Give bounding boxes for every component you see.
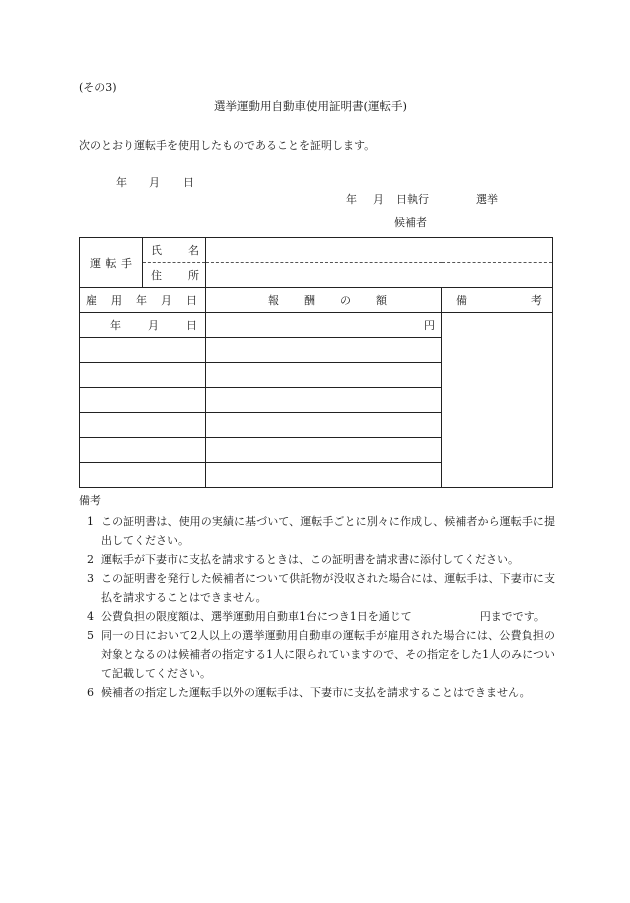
note-text: 同一の日において2人以上の選挙運動用自動車の運転手が雇用された場合には、公費負担の対象となるのは候補者の指定する1人に限られていますので、その指定をした1人のみについて記載してください。 [101, 629, 555, 680]
election-year-label: 年 [346, 193, 357, 206]
notes-heading: 備考 [79, 494, 101, 507]
pay-header-char: 額 [376, 294, 387, 307]
driver-label-char: 運 [90, 256, 101, 270]
pay-amount-cell[interactable] [206, 338, 442, 363]
sheet-number: (その3) [79, 81, 117, 94]
driver-label-cell [80, 238, 143, 288]
pay-amount-cell[interactable] [206, 463, 442, 488]
address-label-char: 住 [151, 269, 162, 282]
hire-date-header-char: 月 [161, 294, 172, 307]
election-executed-label: 日執行 [396, 193, 429, 206]
note-item [79, 683, 559, 702]
row-year-label: 年 [110, 319, 121, 332]
note-text-part: 公費負担の限度額は、選挙運動用自動車1台につき1日を通じて [101, 610, 412, 623]
yen-unit-label: 円 [424, 319, 435, 332]
pay-header-char: 酬 [304, 294, 315, 307]
issue-year-label: 年 [116, 176, 127, 189]
pay-amount-cell[interactable] [206, 388, 442, 413]
hire-date-header-char: 雇 [86, 294, 97, 307]
hire-date-cell[interactable] [80, 313, 206, 338]
hire-date-cell[interactable] [80, 338, 206, 363]
pay-amount-cell[interactable] [206, 313, 442, 338]
driver-name-field[interactable] [206, 238, 553, 263]
hire-date-cell[interactable] [80, 388, 206, 413]
remarks-header [442, 288, 553, 313]
row-day-label: 日 [186, 319, 197, 332]
pay-amount-cell[interactable] [206, 413, 442, 438]
election-month-label: 月 [373, 193, 384, 206]
note-text: この証明書を発行した候補者について供託物が没収された場合には、運転手は、下妻市に支払を請求することはできません。 [101, 572, 555, 604]
remarks-cell[interactable] [442, 313, 553, 488]
name-label-cell [143, 238, 206, 263]
note-number: 6 [87, 686, 94, 699]
note-item [79, 512, 559, 550]
driver-address-field[interactable] [206, 263, 553, 288]
address-label-cell [143, 263, 206, 288]
note-item [79, 626, 559, 683]
name-row [80, 238, 553, 263]
hire-date-cell[interactable] [80, 463, 206, 488]
hire-date-header-char: 日 [186, 294, 197, 307]
pay-header-char: の [340, 294, 351, 307]
election-label: 選挙 [476, 193, 498, 206]
note-number: 2 [87, 553, 94, 566]
remarks-header-char: 考 [531, 294, 542, 307]
note-item [79, 569, 559, 607]
note-number: 5 [87, 629, 94, 642]
driver-label-char: 転 [105, 256, 117, 270]
driver-label-char: 手 [121, 256, 132, 270]
note-item [79, 550, 559, 569]
notes-section [79, 491, 559, 702]
note-text: 候補者の指定した運転手以外の運転手は、下妻市に支払を請求することはできません。 [101, 686, 531, 699]
candidate-label: 候補者 [394, 216, 427, 229]
certification-statement: 次のとおり運転手を使用したものであることを証明します。 [79, 139, 376, 152]
issue-month-label: 月 [149, 176, 160, 189]
hire-date-cell[interactable] [80, 438, 206, 463]
note-number: 1 [87, 515, 94, 528]
pay-amount-header [206, 288, 442, 313]
hire-date-header-char: 年 [136, 294, 147, 307]
hire-date-cell[interactable] [80, 363, 206, 388]
pay-amount-cell[interactable] [206, 363, 442, 388]
address-row [80, 263, 553, 288]
table-row [80, 313, 553, 338]
note-text-part: 円までです。 [479, 610, 545, 623]
note-item [79, 607, 559, 626]
hire-date-header-char: 用 [111, 294, 122, 307]
hire-date-cell[interactable] [80, 413, 206, 438]
issue-day-label: 日 [183, 176, 194, 189]
note-text: 運転手が下妻市に支払を請求するときは、この証明書を請求書に添付してください。 [101, 553, 519, 566]
hire-date-header [80, 288, 206, 313]
row-month-label: 月 [148, 319, 159, 332]
name-label-char: 氏 [151, 244, 162, 257]
pay-amount-cell[interactable] [206, 438, 442, 463]
name-label-char: 名 [188, 244, 199, 257]
note-number: 4 [87, 610, 94, 623]
remarks-header-char: 備 [456, 294, 467, 307]
document-title: 選挙運動用自動車使用証明書(運転手) [214, 99, 407, 113]
note-number: 3 [87, 572, 94, 585]
driver-usage-table [79, 237, 553, 488]
note-text: この証明書は、使用の実績に基づいて、運転手ごとに別々に作成し、候補者から運転手に提出してください。 [101, 515, 555, 547]
column-header-row [80, 288, 553, 313]
note-text [101, 607, 555, 626]
pay-header-char: 報 [268, 294, 279, 307]
address-label-char: 所 [188, 269, 199, 282]
